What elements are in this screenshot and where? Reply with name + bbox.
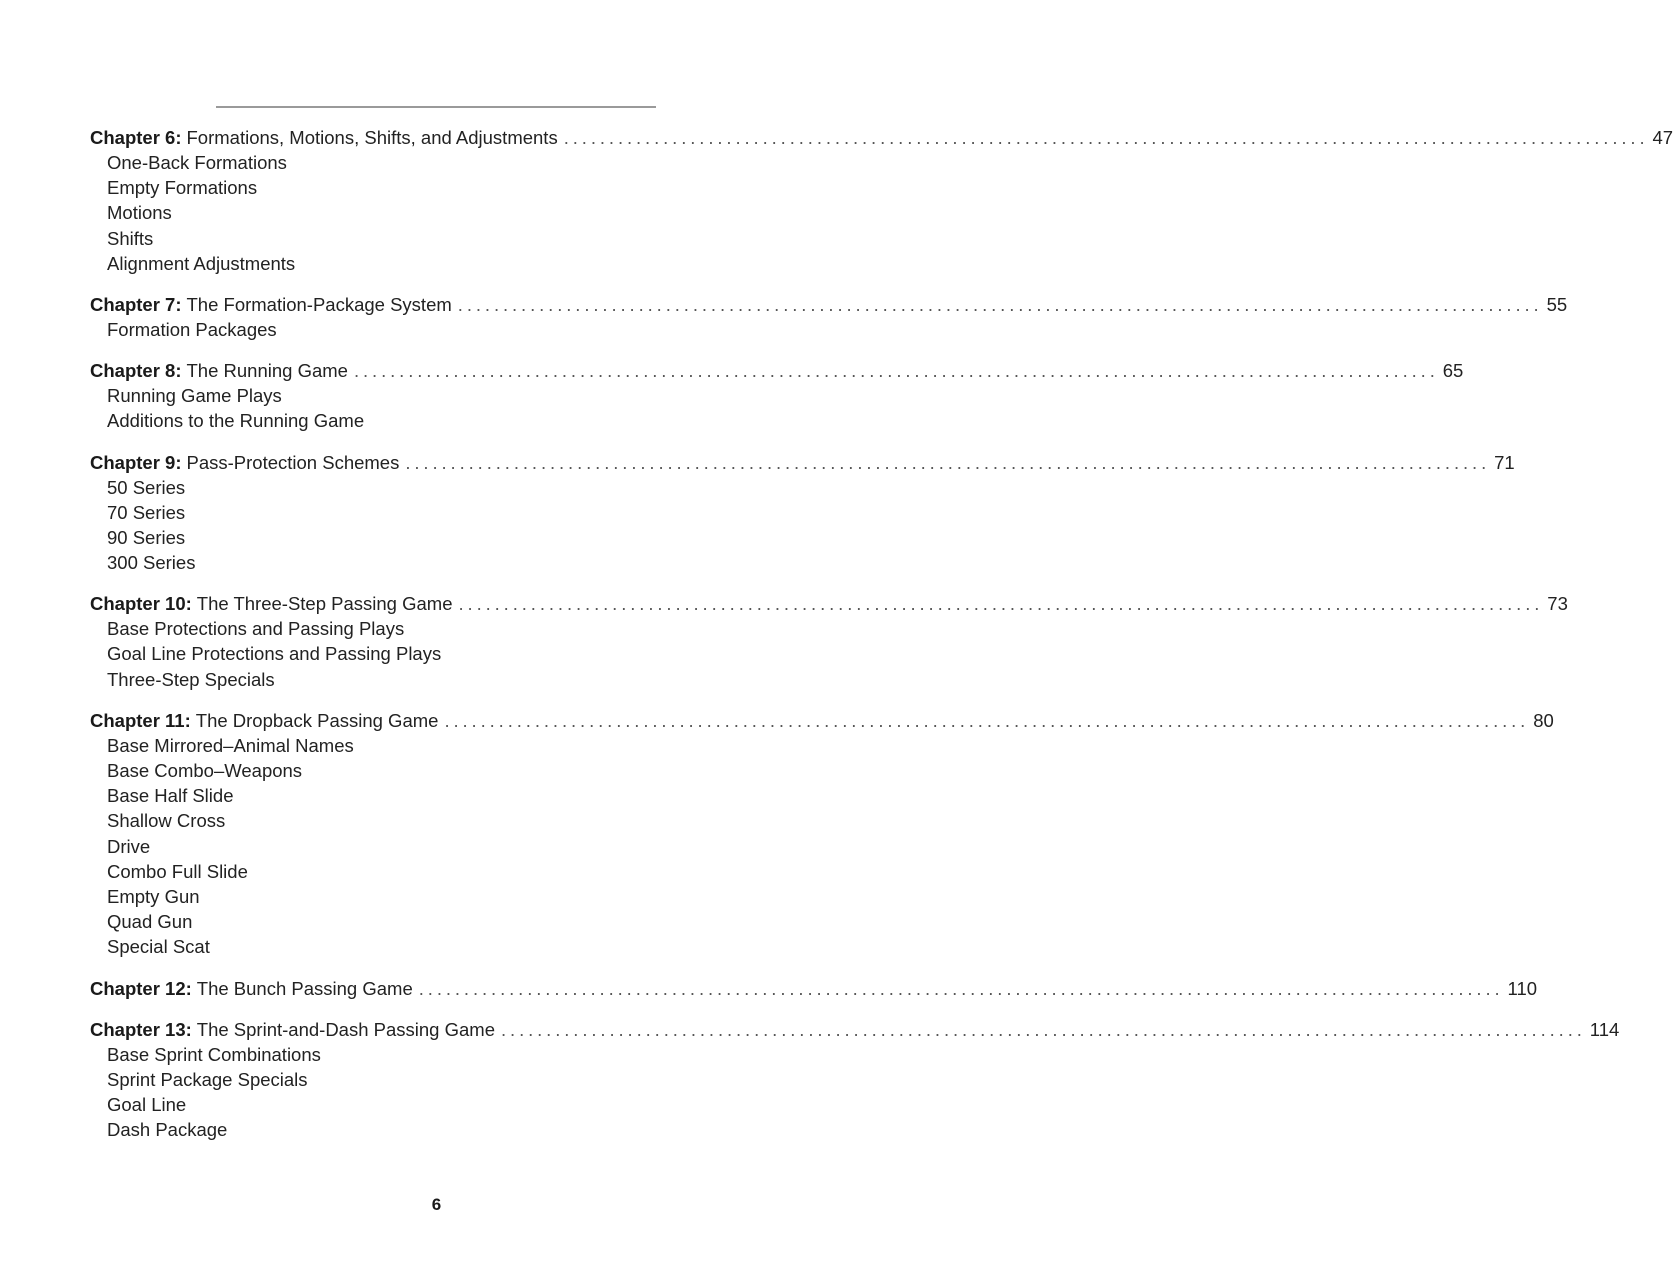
section-entry[interactable]: Quad Gun — [107, 911, 193, 933]
toc-chapter-5 — [90, 591, 1568, 692]
dot-leader: ........................................................................................................................ — [353, 360, 1439, 382]
dot-leader: ........................................................................................................................ — [457, 293, 1543, 315]
chapter-page-number: 110 — [1507, 977, 1538, 999]
section-entry[interactable]: Sprint Package Specials — [107, 1068, 308, 1090]
chapter-section-list — [90, 317, 780, 342]
toc-chapter-3 — [90, 358, 1464, 433]
chapter-number: Chapter 12: — [90, 977, 192, 999]
section-entry[interactable]: 70 Series — [107, 501, 186, 523]
section-entry[interactable]: Three-Step Specials — [107, 668, 275, 690]
chapter-number: Chapter 9: — [90, 451, 182, 473]
toc-chapter-4 — [90, 450, 1515, 576]
section-entry[interactable]: Base Combo–Weapons — [107, 760, 303, 781]
section-entry[interactable]: Special Scat — [107, 936, 210, 958]
section-entry[interactable]: Empty Formations — [107, 177, 258, 199]
chapter-section-list — [90, 616, 780, 692]
chapter-entry[interactable] — [90, 708, 1554, 733]
chapter-entry[interactable] — [90, 450, 1515, 475]
chapter-title: The Bunch Passing Game — [196, 977, 413, 999]
chapter-title: The Dropback Passing Game — [195, 709, 439, 731]
chapter-page-number: 80 — [1533, 709, 1554, 731]
section-entry[interactable]: Base Mirrored–Animal Names — [107, 734, 354, 756]
section-entry[interactable]: Empty Gun — [107, 885, 200, 907]
chapter-number: Chapter 10: — [90, 593, 192, 615]
chapter-entry[interactable] — [90, 125, 1673, 150]
chapter-entry[interactable] — [90, 1017, 1620, 1042]
chapter-title: Pass-Protection Schemes — [186, 451, 400, 473]
dot-leader: ........................................................................................................................ — [444, 709, 1530, 731]
dot-leader: ........................................................................................................................ — [418, 977, 1504, 999]
section-entry[interactable]: Motions — [107, 202, 172, 224]
chapter-title: The Running Game — [186, 360, 348, 382]
chapter-section-list — [90, 733, 780, 960]
chapter-page-number: 47 — [1652, 127, 1673, 148]
table-of-contents — [90, 125, 1673, 1158]
chapter-entry[interactable] — [90, 591, 1568, 616]
section-entry[interactable]: Dash Package — [107, 1119, 228, 1141]
page-number: 6 — [431, 1195, 442, 1214]
chapter-title: The Formation-Package System — [186, 293, 452, 315]
chapter-number: Chapter 8: — [90, 360, 182, 382]
section-entry[interactable]: 300 Series — [107, 552, 196, 574]
section-entry[interactable]: Running Game Plays — [107, 385, 282, 407]
section-entry[interactable]: Base Sprint Combinations — [107, 1043, 321, 1065]
toc-chapter-7 — [90, 976, 1538, 1001]
chapter-number: Chapter 7: — [90, 293, 182, 315]
dot-leader: ........................................................................................................................ — [500, 1018, 1586, 1040]
toc-chapter-1 — [90, 125, 1673, 276]
chapter-title: The Sprint-and-Dash Passing Game — [196, 1018, 495, 1040]
dot-leader: ........................................................................................................................ — [405, 451, 1491, 473]
section-entry[interactable]: Goal Line — [107, 1093, 187, 1115]
section-entry[interactable]: Combo Full Slide — [107, 860, 248, 882]
dot-leader: ........................................................................................................................ — [458, 593, 1544, 615]
chapter-page-number: 114 — [1589, 1018, 1620, 1040]
chapter-number: Chapter 11: — [90, 709, 191, 731]
chapter-page-number: 55 — [1546, 293, 1568, 315]
section-entry[interactable]: 50 Series — [107, 476, 186, 498]
chapter-entry[interactable] — [90, 976, 1538, 1001]
section-entry[interactable]: Drive — [107, 835, 151, 857]
chapter-page-number: 73 — [1547, 593, 1568, 615]
chapter-title: The Three-Step Passing Game — [196, 593, 453, 615]
toc-chapter-2 — [90, 292, 1568, 342]
section-entry[interactable]: Shifts — [107, 227, 154, 249]
chapter-number: Chapter 6: — [90, 127, 182, 148]
chapter-entry[interactable] — [90, 292, 1568, 317]
section-entry[interactable]: Goal Line Protections and Passing Plays — [107, 643, 442, 665]
chapter-section-list — [90, 1042, 780, 1143]
chapter-page-number: 65 — [1442, 360, 1464, 382]
chapter-section-list — [90, 475, 780, 576]
header-rule — [216, 106, 656, 108]
section-entry[interactable]: Shallow Cross — [107, 810, 226, 832]
section-entry[interactable]: Additions to the Running Game — [107, 410, 365, 432]
section-entry[interactable]: Alignment Adjustments — [107, 252, 296, 274]
chapter-entry[interactable] — [90, 358, 1464, 383]
chapter-page-number: 71 — [1494, 451, 1515, 473]
toc-chapter-8 — [90, 1017, 1620, 1143]
section-entry[interactable]: Formation Packages — [107, 318, 277, 340]
chapter-number: Chapter 13: — [90, 1018, 192, 1040]
dot-leader: ........................................................................................................................ — [563, 127, 1649, 148]
chapter-section-list — [90, 150, 780, 276]
toc-chapter-6 — [90, 708, 1554, 960]
section-entry[interactable]: 90 Series — [107, 526, 186, 548]
chapter-title: Formations, Motions, Shifts, and Adjustments — [186, 127, 558, 148]
section-entry[interactable]: Base Half Slide — [107, 785, 234, 807]
section-entry[interactable]: One-Back Formations — [107, 152, 287, 173]
chapter-section-list — [90, 383, 780, 433]
section-entry[interactable]: Base Protections and Passing Plays — [107, 618, 405, 640]
